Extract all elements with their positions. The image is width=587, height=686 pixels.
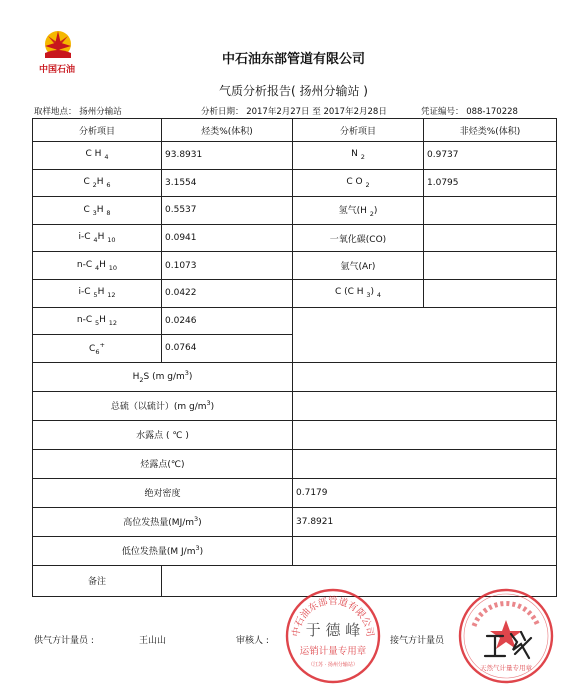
supply-side-name: 王山山: [139, 636, 167, 646]
table-row: [33, 536, 557, 565]
table-row: [33, 197, 557, 225]
summary-value: [293, 449, 557, 478]
component-value: 0.0941: [162, 224, 293, 252]
summary-label-text: 总硫（以硫计）(m g/m: [110, 402, 207, 413]
component-value: [424, 224, 557, 252]
component-h2: 氢气(H $_2$): [293, 197, 424, 225]
summary-label: 烃露点(℃): [33, 449, 293, 478]
component-c2h6: C $_2$H $_6$: [33, 169, 162, 197]
col-header: 烃类%(体积): [162, 119, 293, 142]
table-row: [33, 307, 557, 335]
report-title: 气质分析报告( 扬州分输站 ): [219, 84, 368, 98]
analysis-table: [32, 118, 557, 597]
table-row: [33, 252, 557, 280]
component-ch4: C H $_4$: [33, 142, 162, 170]
table-row: [33, 449, 557, 478]
component-value: 1.0795: [424, 169, 557, 197]
table-row: [33, 391, 557, 420]
component-value: 3.1554: [162, 169, 293, 197]
table-row: [33, 362, 557, 391]
component-nc5h12: n-C $_5$H $_{12}$: [33, 307, 162, 335]
component-value: 0.0422: [162, 279, 293, 307]
table-row: [33, 224, 557, 252]
component-value: [424, 279, 557, 307]
summary-value: 0.7179: [293, 478, 557, 507]
component-ic4h10: i-C $_4$H $_{10}$: [33, 224, 162, 252]
component-value: [424, 197, 557, 225]
company-name: 中石油东部管道有限公司: [221, 52, 365, 67]
summary-value: [293, 362, 557, 391]
component-value: [424, 252, 557, 280]
table-row: [33, 420, 557, 449]
component-ic5h12: i-C $_5$H $_{12}$: [33, 279, 162, 307]
summary-label: 低位发热量(M $J/m^3$): [33, 536, 293, 565]
svg-text:（江苏 · 扬州分输站）: （江苏 · 扬州分输站）: [308, 662, 358, 668]
summary-value: [293, 420, 557, 449]
svg-text:天然气计量专用章: 天然气计量专用章: [480, 664, 532, 672]
receive-side-label: 接气方计量员: [390, 636, 445, 646]
summary-label-text: 高位发热量(MJ/m: [123, 518, 195, 529]
component-c3h8: C $_3$H $_8$: [33, 197, 162, 225]
empty-cell: [293, 307, 557, 362]
component-value: 0.0764: [162, 335, 293, 363]
component-value: 0.0246: [162, 307, 293, 335]
summary-label: 绝对密度: [33, 478, 293, 507]
summary-label: 总硫（以硫计）(m $g/m^3$): [33, 391, 293, 420]
remark-value: [162, 565, 557, 596]
component-nc4h10: n-C $_4$H $_{10}$: [33, 252, 162, 280]
col-header: 分析项目: [33, 119, 162, 142]
component-value: 93.8931: [162, 142, 293, 170]
table-row: [33, 142, 557, 170]
table-row: [33, 565, 557, 596]
component-label: 氩气(Ar): [293, 252, 424, 280]
supply-side-label: 供气方计量员 :: [34, 636, 94, 646]
analysis-date: 分析日期： 2017年2月27日 至 2017年2月28日: [201, 107, 387, 117]
component-co2: C O $_2$: [293, 169, 424, 197]
table-row: [33, 478, 557, 507]
col-header: 分析项目: [293, 119, 424, 142]
component-value: 0.9737: [424, 142, 557, 170]
summary-label-text: 低位发热量(M J/m: [121, 547, 196, 558]
component-value: 0.1073: [162, 252, 293, 280]
certificate-number: 凭证编号： 088-170228: [421, 107, 518, 117]
component-value: 0.5537: [162, 197, 293, 225]
table-row: [33, 279, 557, 307]
handwritten-signature: [481, 628, 537, 664]
summary-value: [293, 391, 557, 420]
summary-label: 水露点 ( ℃ ): [33, 420, 293, 449]
table-header-row: [33, 119, 557, 142]
remark-label: 备注: [33, 565, 162, 596]
component-cch34: C (C H $_3$) $_4$: [293, 279, 424, 307]
summary-label: 高位发热量$(MJ/m^3)$: [33, 507, 293, 536]
component-c6plus: $C_6^+$: [33, 335, 162, 363]
metering-seal-stamp: [283, 586, 383, 686]
component-n2: N $_2$: [293, 142, 424, 170]
svg-text:于 德 峰: 于 德 峰: [305, 621, 361, 639]
summary-label-h2s: $H_2S$ (m $g/m^3$): [33, 362, 293, 391]
summary-value: 37.8921: [293, 507, 557, 536]
table-row: [33, 507, 557, 536]
col-header: 非烃类%(体积): [424, 119, 557, 142]
reviewer-label: 审核人 :: [236, 636, 269, 646]
summary-value: [293, 536, 557, 565]
table-row: [33, 169, 557, 197]
svg-text:中石油东部管道有限公司: 中石油东部管道有限公司: [290, 596, 376, 638]
logo-text: 中国石油: [39, 65, 76, 75]
component-label: 一氧化碳(CO): [293, 224, 424, 252]
svg-text:运销计量专用章: 运销计量专用章: [299, 646, 367, 657]
sample-location: 取样地点： 扬州分输站: [34, 107, 122, 117]
